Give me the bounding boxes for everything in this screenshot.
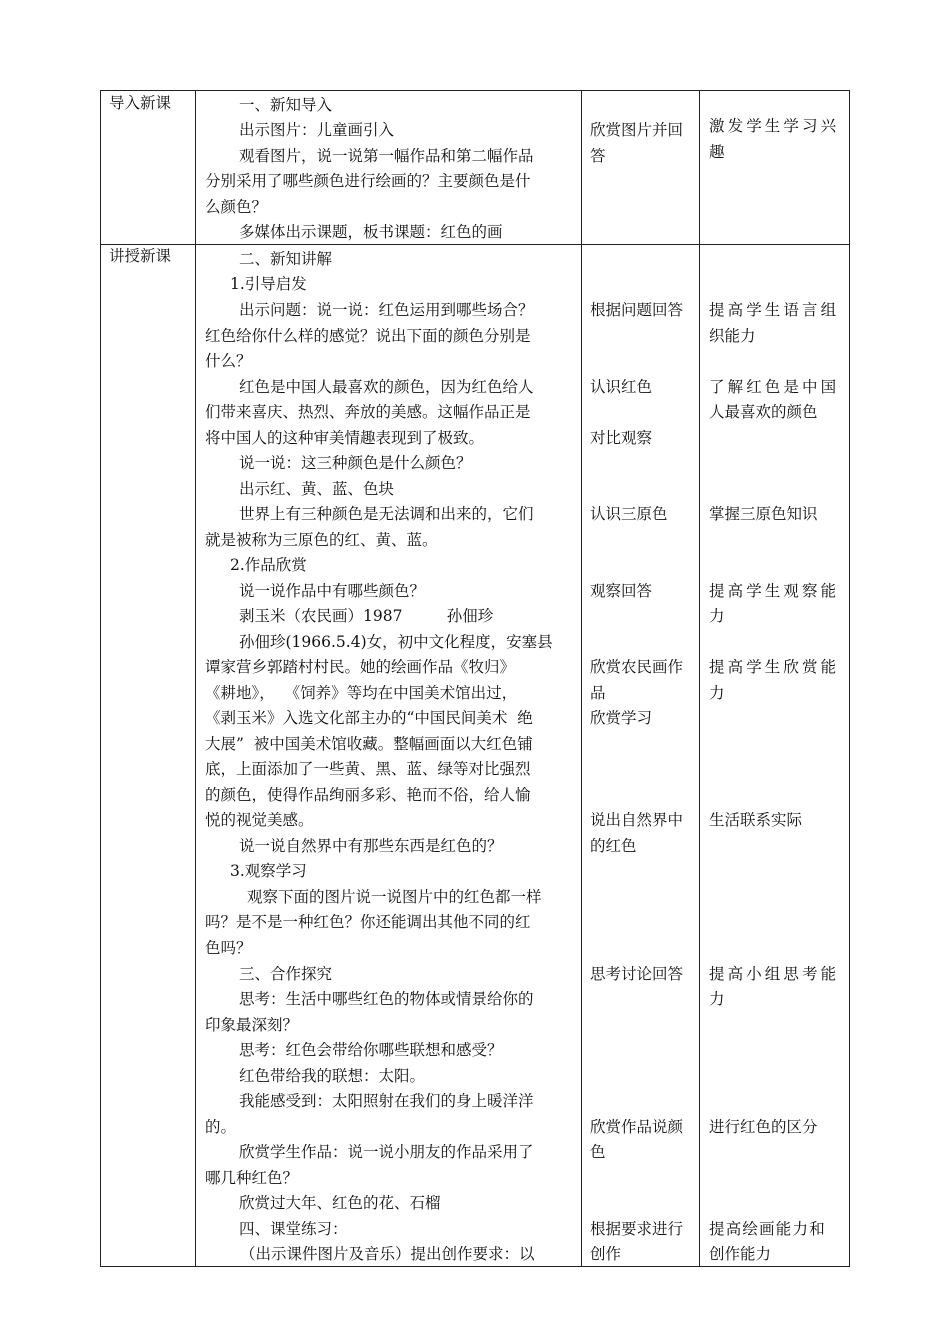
- teacher-text-line: 思考：红色会带给你哪些联想和感受？: [239, 1041, 503, 1059]
- design-intent-line: 提高小组思考能: [709, 965, 840, 983]
- design-intent-line: 力: [709, 684, 725, 702]
- teacher-text-line: 四、课堂练习：: [239, 1220, 348, 1238]
- design-intent-line: 提高学生语言组: [709, 301, 840, 319]
- student-activity-line: 的红色: [590, 837, 637, 855]
- teacher-text-line: 世界上有三种颜色是无法调和出来的，它们: [239, 505, 534, 523]
- student-activity-line: 欣赏图片并回: [590, 121, 684, 139]
- teacher-text-line: 红色是中国人最喜欢的颜色，因为红色给人: [239, 378, 534, 396]
- teacher-text-line: 哪几种红色？: [205, 1169, 299, 1187]
- design-intent-line: 力: [709, 990, 725, 1008]
- stage-label: 导入新课: [109, 94, 172, 112]
- design-intent-line: 创作能力: [709, 1245, 772, 1263]
- design-intent-line: 进行红色的区分: [709, 1118, 818, 1136]
- teacher-text-line: 1.引导启发: [230, 275, 307, 293]
- design-intent-line: 趣: [709, 143, 725, 161]
- design-intent-line: 力: [709, 607, 725, 625]
- student-activity-line: 色: [590, 1143, 606, 1161]
- teacher-text-line: 色吗？: [205, 939, 252, 957]
- student-activity-line: 观察回答: [590, 582, 653, 600]
- stage-label: 讲授新课: [109, 247, 172, 265]
- design-intent-line: 织能力: [709, 327, 756, 345]
- student-activity-line: 创作: [590, 1245, 622, 1263]
- student-activity-line: 思考讨论回答: [590, 965, 684, 983]
- design-intent-line: 人最喜欢的颜色: [709, 403, 818, 421]
- student-activity-line: 认识三原色: [590, 505, 668, 523]
- teacher-text-line: 二、新知讲解: [239, 250, 333, 268]
- teacher-text-line: 说一说自然界中有那些东西是红色的？: [239, 837, 503, 855]
- teacher-text-line: 谭家营乡郭踏村村民。她的绘画作品《牧归》: [205, 658, 516, 676]
- student-activity-line: 欣赏作品说颜: [590, 1118, 684, 1136]
- student-activity-line: 根据要求进行: [590, 1220, 684, 1238]
- teacher-text-line: 的。: [205, 1118, 237, 1136]
- teacher-text-line: 欣赏学生作品：说一说小朋友的作品采用了: [239, 1143, 534, 1161]
- teacher-text-line: 们带来喜庆、热烈、奔放的美感。这幅作品正是: [205, 403, 531, 421]
- teacher-text-line: 2.作品欣赏: [230, 556, 307, 574]
- student-activity-line: 说出自然界中: [590, 811, 684, 829]
- teacher-text-line: 《耕地》， 《饲养》等均在中国美术馆出过，: [205, 684, 518, 702]
- teacher-text-line: 红色带给我的联想：太阳。: [239, 1067, 426, 1085]
- design-intent-line: 激发学生学习兴: [709, 117, 840, 135]
- teacher-text-line: 将中国人的这种审美情趣表现到了极致。: [205, 429, 485, 447]
- design-intent-line: 提高绘画能力和: [709, 1220, 826, 1238]
- teacher-text-line: 3.观察学习: [230, 862, 307, 880]
- teacher-text-line: 剥玉米（农民画）1987 孙佃珍: [239, 607, 494, 625]
- teacher-text-line: 说一说作品中有哪些颜色？: [239, 582, 426, 600]
- teacher-text-line: 观察下面的图片说一说图片中的红色都一样: [247, 888, 542, 906]
- teacher-text-line: 红色给你什么样的感觉？说出下面的颜色分别是: [205, 327, 531, 345]
- student-activity-line: 欣赏农民画作: [590, 658, 684, 676]
- teacher-text-line: 出示问题：说一说：红色运用到哪些场合？: [239, 301, 534, 319]
- teacher-text-line: 吗？是不是一种红色？你还能调出其他不同的红: [205, 913, 531, 931]
- teacher-text-line: 就是被称为三原色的红、黄、蓝。: [205, 531, 438, 549]
- student-activity-line: 根据问题回答: [590, 301, 684, 319]
- design-intent-line: 提高学生欣赏能: [709, 658, 840, 676]
- teacher-text-line: 孙佃珍(1966.5.4)女，初中文化程度，安塞县: [239, 633, 553, 651]
- teacher-text-line: 观看图片，说一说第一幅作品和第二幅作品: [239, 147, 534, 165]
- teacher-text-line: 《剥玉米》入选文化部主办的“中国民间美术 绝: [205, 709, 533, 727]
- teacher-text-line: 底，上面添加了一些黄、黑、蓝、绿等对比强烈: [205, 760, 531, 778]
- teacher-text-line: 欣赏过大年、红色的花、石榴: [239, 1194, 441, 1212]
- teacher-text-line: 多媒体出示课题，板书课题：红色的画: [239, 223, 503, 241]
- teacher-text-line: 我能感受到：太阳照射在我们的身上暖洋洋: [239, 1092, 534, 1110]
- teacher-text-line: 说一说：这三种颜色是什么颜色？: [239, 454, 472, 472]
- teacher-text-line: （出示课件图片及音乐）提出创作要求：以: [240, 1245, 535, 1263]
- student-activity-line: 对比观察: [590, 429, 653, 447]
- design-intent-line: 生活联系实际: [709, 811, 803, 829]
- design-intent-line: 了解红色是中国: [709, 378, 840, 396]
- teacher-text-line: 出示红、黄、蓝、色块: [239, 480, 395, 498]
- student-activity-line: 答: [590, 147, 606, 165]
- column-divider-3: [699, 90, 700, 1267]
- design-intent-line: 掌握三原色知识: [709, 505, 818, 523]
- teacher-text-line: 出示图片：儿童画引入: [239, 121, 395, 139]
- teacher-text-line: 什么？: [205, 352, 252, 370]
- teacher-text-line: 印象最深刻？: [205, 1016, 299, 1034]
- teacher-text-line: 大展” 被中国美术馆收藏。整幅画面以大红色铺: [205, 735, 533, 753]
- student-activity-line: 认识红色: [590, 378, 653, 396]
- student-activity-line: 欣赏学习: [590, 709, 653, 727]
- teacher-text-line: 悦的视觉美感。: [205, 811, 314, 829]
- design-intent-line: 提高学生观察能: [709, 582, 840, 600]
- teacher-text-line: 一、新知导入: [239, 96, 333, 114]
- teacher-text-line: 思考：生活中哪些红色的物体或情景给你的: [239, 990, 534, 1008]
- table-border-left: [100, 90, 101, 1267]
- column-divider-1: [195, 90, 196, 1267]
- table-border-right: [849, 90, 850, 1267]
- teacher-text-line: 三、合作探究: [239, 965, 333, 983]
- teacher-text-line: 分别采用了哪些颜色进行绘画的？主要颜色是什: [205, 172, 531, 190]
- student-activity-line: 品: [590, 684, 606, 702]
- table-border-top: [101, 90, 850, 91]
- teacher-text-line: 么颜色？: [205, 198, 268, 216]
- teacher-text-line: 的颜色，使得作品绚丽多彩、艳而不俗，给人愉: [205, 786, 531, 804]
